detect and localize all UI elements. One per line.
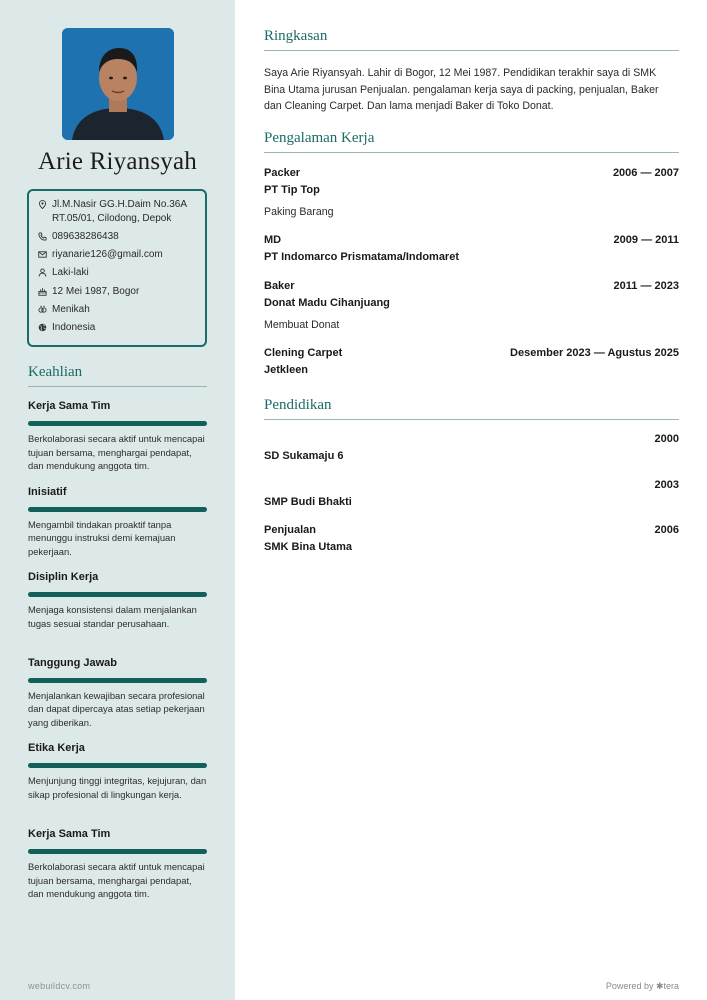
education-year: 2003: [654, 479, 679, 491]
skill-title: Kerja Sama Tim: [28, 400, 111, 412]
footer-powered-by[interactable]: Powered by ✱tera: [605, 981, 679, 991]
education-school: SMK Bina Utama: [264, 541, 353, 553]
skills-heading: Keahlian: [28, 364, 207, 387]
rings-icon: [37, 303, 47, 316]
experience-item: [264, 232, 679, 265]
skill-level-bar: [28, 507, 207, 512]
sidebar: [0, 0, 235, 1000]
education-major: Penjualan: [264, 524, 316, 536]
contact-email: [37, 248, 197, 262]
job-description: Paking Barang: [264, 206, 334, 218]
email-icon: [37, 248, 47, 261]
skill-description: Menjaga konsistensi dalam menjalankan tugas sesuai standar perusahaan.: [28, 604, 197, 629]
skill-item: [28, 741, 207, 827]
job-period: 2009 — 2011: [613, 234, 679, 246]
job-period: 2006 — 2007: [612, 167, 679, 179]
job-role: Baker: [264, 280, 295, 292]
skill-description: Berkolaborasi secara aktif untuk mencapai tujuan bersama, menghargai pendapat, dan mendukung anggota tim.: [28, 433, 205, 472]
experience-item: [264, 345, 679, 378]
education-school: SD Sukamaju 6: [264, 450, 344, 462]
job-period: 2011 — 2023: [613, 280, 679, 292]
summary-text: Saya Arie Riyansyah. Lahir di Bogor, 12 Mei 1987. Pendidikan terakhir saya di SMK Bina Utama jurusan Penjualan. pengalaman kerja saya di packing, penjualan, Baker dan Cleaning Carpet. Dan lama menjadi Baker di Toko Donat.: [264, 67, 659, 112]
skill-title: Etika Kerja: [28, 742, 85, 755]
skill-item: [28, 570, 207, 656]
skill-level-bar: [28, 849, 207, 854]
job-company: Jetkleen: [264, 364, 309, 376]
contact-text: Menikah: [52, 303, 90, 315]
skill-level-bar: [28, 421, 207, 426]
skill-level-bar: [28, 678, 207, 683]
person-icon: [37, 266, 47, 279]
skill-title: Inisiatif: [28, 485, 67, 498]
contact-text: Jl.M.Nasir GG.H.Daim No.36A RT.05/01, Cilodong, Depok: [52, 199, 187, 224]
skill-item: [28, 399, 207, 485]
skills-list: [28, 399, 207, 913]
profile-photo: [62, 28, 174, 140]
location-icon: [37, 198, 47, 211]
skill-description: Mengambil tindakan proaktif tanpa menunggu instruksi demi kemajuan pekerjaan.: [28, 518, 176, 557]
education-year: 2000: [654, 433, 679, 445]
education-heading: Pendidikan: [264, 397, 679, 420]
education-item: [264, 477, 679, 510]
cake-icon: [37, 285, 47, 298]
job-role: MD: [264, 234, 282, 246]
contact-text: 089638286438: [52, 230, 119, 242]
education-year: 2006: [654, 524, 679, 536]
job-role: Packer: [264, 167, 301, 179]
globe-icon: [37, 321, 47, 334]
education-item: [264, 522, 679, 555]
contact-text: 12 Mei 1987, Bogor: [52, 285, 140, 297]
experience-section: [264, 130, 679, 153]
job-description: Membuat Donat: [264, 319, 340, 331]
skill-description: Menjunjung tinggi integritas, kejujuran, dan sikap profesional di lingkungan kerja.: [28, 775, 207, 801]
skill-item: [28, 485, 207, 571]
job-role: Clening Carpet: [264, 347, 343, 359]
skill-title: Tanggung Jawab: [28, 656, 118, 669]
contact-text: Laki-laki: [52, 267, 89, 279]
education-section: [264, 397, 679, 420]
experience-item: [264, 165, 679, 220]
education-item: [264, 431, 679, 464]
skill-item: [28, 827, 207, 913]
skill-description: Menjalankan kewajiban secara profesional dan dapat dipercaya atas setiap pekerjaan yang diberikan.: [28, 689, 205, 729]
contact-gender: [37, 266, 197, 280]
contact-marital: [37, 303, 197, 317]
contact-text: riyanarie126@gmail.com: [52, 249, 163, 261]
experience-item: [264, 278, 679, 333]
phone-icon: [37, 230, 47, 243]
summary-section: [264, 28, 679, 115]
experience-heading: Pengalaman Kerja: [264, 130, 679, 153]
job-company: PT Indomarco Prismatama/Indomaret: [264, 251, 459, 263]
candidate-name: Arie Riyansyah: [37, 148, 197, 175]
education-school: SMP Budi Bhakti: [264, 496, 352, 508]
job-period: Desember 2023 — Agustus 2025: [510, 347, 679, 359]
job-company: PT Tip Top: [264, 184, 320, 196]
contact-address: [37, 198, 197, 225]
contact-info-box: [27, 189, 207, 347]
contact-birth: [37, 285, 197, 299]
job-company: Donat Madu Cihanjuang: [264, 297, 390, 309]
skill-level-bar: [28, 763, 207, 768]
skill-level-bar: [28, 592, 207, 597]
contact-phone: [37, 230, 197, 244]
skill-title: Kerja Sama Tim: [28, 827, 111, 840]
skill-title: Disiplin Kerja: [28, 571, 99, 584]
contact-text: Indonesia: [52, 322, 96, 334]
skill-item: [28, 656, 207, 742]
contact-nationality: [37, 321, 197, 335]
skill-description: Berkolaborasi secara aktif untuk mencapai tujuan bersama, menghargai pendapat, dan mendukung anggota tim.: [28, 860, 205, 900]
footer-site-link[interactable]: webuildcv.com: [28, 981, 91, 991]
summary-heading: Ringkasan: [264, 28, 679, 51]
